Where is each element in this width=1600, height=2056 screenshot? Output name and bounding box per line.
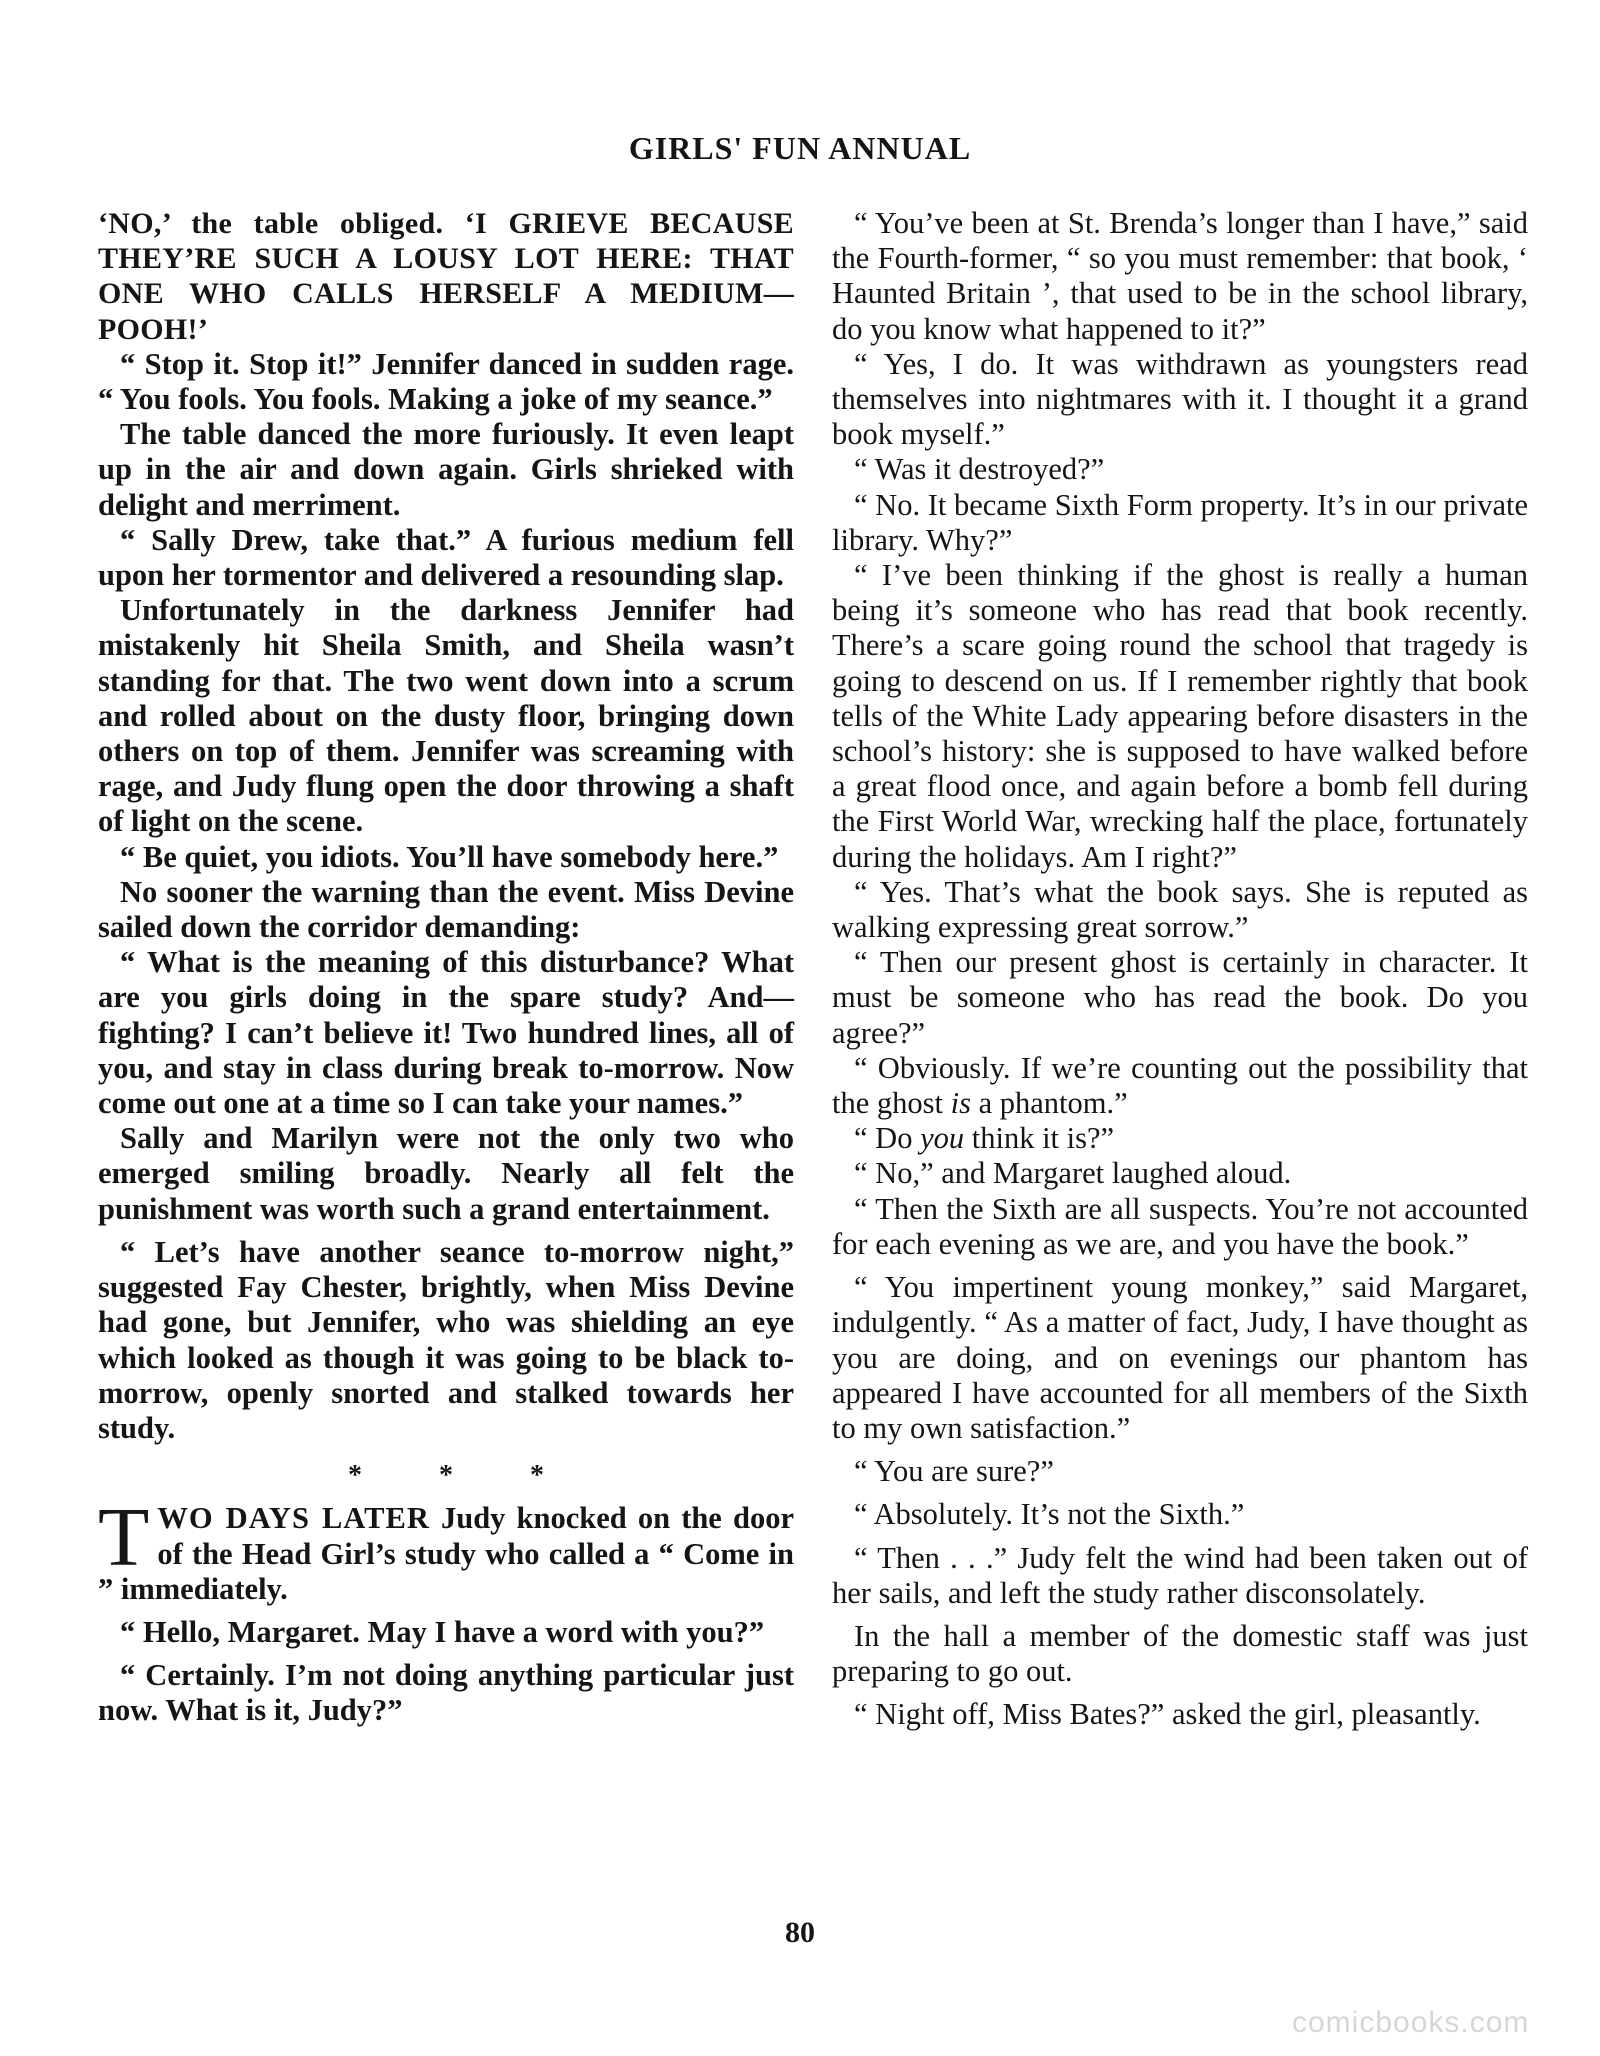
paragraph: “ Certainly. I’m not doing anything particular just now. What is it, Judy?”: [98, 1658, 794, 1728]
paragraph: “ Then . . .” Judy felt the wind had been taken out of her sails, and left the study rather disconsolately.: [832, 1540, 1528, 1610]
paragraph-dropcap: [98, 1491, 794, 1607]
paragraph: “ No,” and Margaret laughed aloud.: [854, 1156, 1292, 1191]
emphasis: you: [920, 1121, 965, 1156]
paragraph: “ No. It became Sixth Form property. It’s in our private library. Why?”: [832, 487, 1528, 557]
watermark: comicbooks.com: [1292, 2006, 1530, 2039]
paragraph: “ Absolutely. It’s not the Sixth.”: [854, 1497, 1245, 1532]
paragraph: “ Be quiet, you idiots. You’ll have somebody here.”: [120, 839, 779, 874]
paragraph-text: Judy knocked on the door of the Head Girl’s study who called a “ Come in ” immediately.: [98, 1501, 794, 1606]
paragraph: [832, 1051, 1528, 1121]
paragraph: “ I’ve been thinking if the ghost is really a human being it’s someone who has read that book recently. There’s a scare going round the school that tragedy is going to descend on us. If I remember rightly that book tells of the White Lady appearing before disasters in the school’s history: she is supposed to have walked before a great flood once, and again before a bomb fell during the First World War, wrecking half the place, fortunately during the holidays. Am I right?”: [832, 558, 1528, 874]
drop-cap: T: [98, 1491, 150, 1585]
paragraph: In the hall a member of the domestic staff was just preparing to go out.: [832, 1618, 1528, 1689]
paragraph: “ Then our present ghost is certainly in character. It must be someone who has read the book. Do you agree?”: [832, 945, 1528, 1050]
section-break: * * *: [348, 1460, 544, 1492]
small-caps-lead: WO DAYS LATER: [157, 1501, 430, 1536]
right-column: [832, 206, 1528, 1733]
paragraph: “ Hello, Margaret. May I have a word with you?”: [120, 1614, 765, 1649]
paragraph-text: “ Obviously. If we’re counting out the possibility that the ghost: [832, 1050, 1528, 1121]
paragraph: “ Let’s have another seance to-morrow night,” suggested Fay Chester, brightly, when Miss Devine had gone, but Jennifer, who was shielding an eye which looked as though it was going to be black to-morrow, openly snorted and stalked towards her study.: [98, 1234, 794, 1445]
annual-title: GIRLS' FUN ANNUAL: [628, 130, 972, 166]
paragraph: Sally and Marilyn were not the only two who emerged smiling broadly. Nearly all felt the punishment was worth such a grand entertainment.: [98, 1121, 794, 1226]
paragraph: ‘NO,’ the table obliged. ‘I GRIEVE BECAUSE THEY’RE SUCH A LOUSY LOT HERE: THAT ONE WHO CALLS HERSELF A MEDIUM—POOH!’: [98, 207, 794, 346]
paragraph: “ You impertinent young monkey,” said Margaret, indulgently. “ As a matter of fact, Judy, I have thought as you are doing, and on evenings our phantom has appeared I have accounted for all members of the Sixth to my own satisfaction.”: [832, 1270, 1528, 1445]
paragraph: “ You are sure?”: [854, 1454, 1054, 1489]
paragraph: “ Stop it. Stop it!” Jennifer danced in sudden rage. “ You fools. You fools. Making a joke of my seance.”: [98, 346, 794, 417]
paragraph: “ Night off, Miss Bates?” asked the girl, pleasantly.: [854, 1697, 1481, 1732]
left-column: [98, 206, 794, 1729]
paragraph: “ Sally Drew, take that.” A furious medium fell upon her tormentor and delivered a resounding slap.: [98, 522, 794, 593]
paragraph: “ What is the meaning of this disturbance? What are you girls doing in the spare study? And—fighting? I can’t believe it! Two hundred lines, all of you, and stay in class during break to-morrow. Now come out one at a time so I can take your names.”: [98, 945, 794, 1121]
paragraph-text: think it is?”: [964, 1121, 1115, 1156]
paragraph: “ Yes. That’s what the book says. She is reputed as walking expressing great sorrow.”: [832, 874, 1528, 945]
paragraph: “ Yes, I do. It was withdrawn as youngsters read themselves into nightmares with it. I thought it a grand book myself.”: [832, 346, 1528, 452]
paragraph: “ You’ve been at St. Brenda’s longer than I have,” said the Fourth-former, “ so you must remember: that book, ‘ Haunted Britain ’, that used to be in the school library, do you know what happened to it?”: [832, 206, 1528, 346]
paragraph: “ Was it destroyed?”: [854, 452, 1105, 487]
paragraph: No sooner the warning than the event. Miss Devine sailed down the corridor demanding:: [98, 874, 794, 945]
paragraph: “ Then the Sixth are all suspects. You’re not accounted for each evening as we are, and you have the book.”: [832, 1191, 1528, 1261]
page-number: 80: [785, 1916, 815, 1949]
paragraph: Unfortunately in the darkness Jennifer had mistakenly hit Sheila Smith, and Sheila wasn’t standing for that. The two went down into a scrum and rolled about on the dusty floor, bringing down others on top of them. Jennifer was screaming with rage, and Judy flung open the door throwing a shaft of light on the scene.: [98, 593, 794, 839]
emphasis: is: [950, 1086, 971, 1121]
paragraph: The table danced the more furiously. It even leapt up in the air and down again. Girls shrieked with delight and merriment.: [98, 417, 794, 522]
paragraph: [832, 1121, 1528, 1156]
paragraph-text: “ Do: [854, 1121, 921, 1156]
paragraph-text: a phantom.”: [970, 1086, 1128, 1121]
